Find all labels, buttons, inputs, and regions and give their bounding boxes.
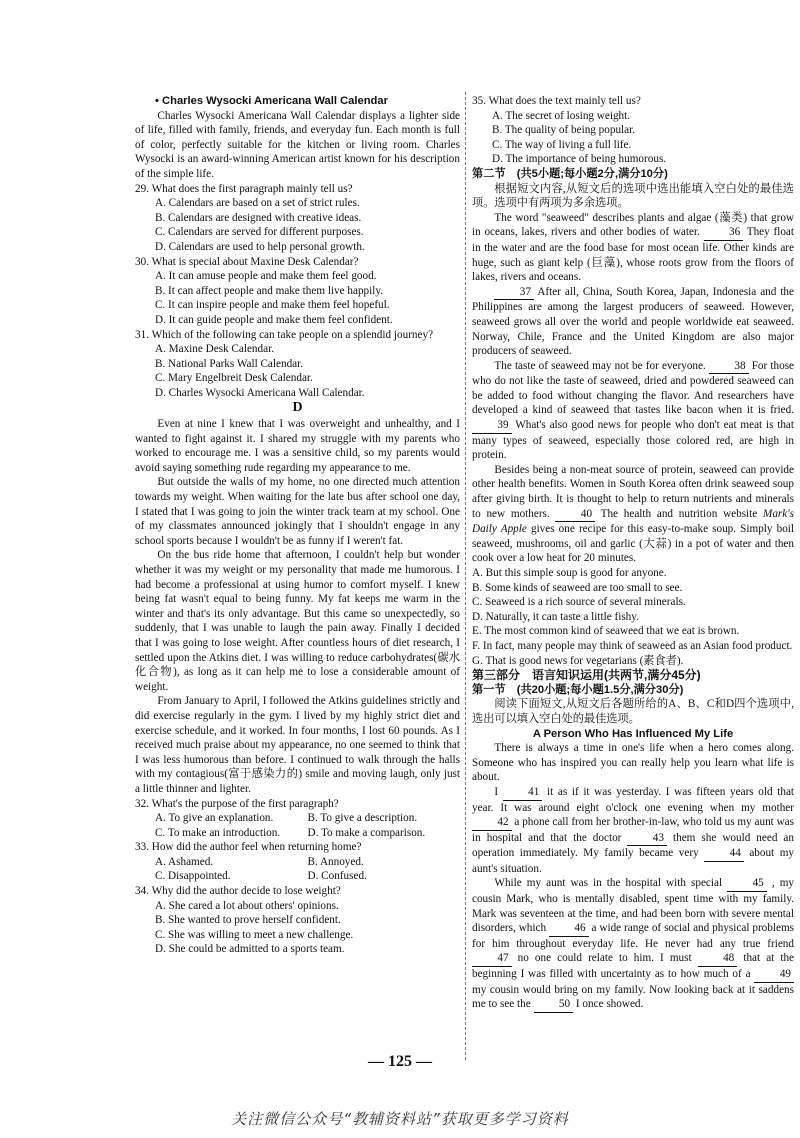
section1-instructions: 阅读下面短文,从短文后各题所给的A、B、C和D四个选项中,选出可以填入空白处的最佳选项。: [472, 698, 794, 725]
website-name: Mark's Daily Apple: [472, 507, 794, 536]
passage-paragraph: Even at nine I knew that I was overweight and unhealthy, and I wanted to fight against it. I shared my struggle with my parents who worked to encourage me. I was a sensitive child, so my parents would avoid saying something rude regarding my appearance to me.: [135, 418, 460, 474]
footer-note: 关注微信公众号“教辅资料站”获取更多学习资料: [231, 1110, 569, 1128]
blank-45[interactable]: 45: [727, 876, 767, 892]
seaweed-paragraph: [472, 285, 794, 359]
q34-stem: 34. Why did the author decide to lose weight?: [135, 885, 341, 898]
blank-48[interactable]: 48: [698, 951, 738, 967]
left-column: [135, 94, 460, 957]
seaweed-text: The health and nutrition website: [600, 507, 758, 520]
seaweed-paragraph: [472, 463, 794, 566]
choice-option: E. The most common kind of seaweed that we eat is brown.: [472, 625, 740, 638]
q35-option: C. The way of living a full life.: [492, 138, 632, 151]
cloze-paragraph: [472, 785, 794, 877]
q33-option: C. Disappointed.: [155, 870, 231, 883]
blank-36[interactable]: 36: [704, 225, 744, 241]
seaweed-text: The word "seaweed" describes plants and algae (藻类) that grow in oceans, lakes, rivers and other bodies of water.: [472, 211, 794, 239]
cloze-paragraph: There is always a time in one's life when a hero comes along. Someone who has inspired you can really help you learn what life is about.: [472, 742, 794, 784]
q30-option: D. It can guide people and make them feel confident.: [155, 313, 393, 326]
cloze-text: a wide range of social and physical problems for him throughout everyday life. He never had any true friend: [472, 922, 794, 950]
q29-stem: 29. What does the first paragraph mainly tell us?: [135, 182, 353, 195]
q30-option: C. It can inspire people and make them feel hopeful.: [155, 299, 390, 312]
blank-44[interactable]: 44: [704, 846, 744, 862]
blank-38[interactable]: 38: [709, 359, 749, 375]
q31-option: B. National Parks Wall Calendar.: [155, 357, 304, 370]
q29-option: C. Calendars are served for different purposes.: [155, 226, 364, 239]
q32-option: B. To give a description.: [307, 812, 418, 825]
section2-heading: 第二节 (共5小题;每小题2分,满分10分): [472, 167, 668, 180]
cloze-title: A Person Who Has Influenced My Life: [532, 727, 734, 740]
ad-text: Charles Wysocki Americana Wall Calendar displays a lighter side of life, filled with family, friends, and everyday fun. Each month is full of color, perfectly suitable for the kitchen or living room. Charles Wysocki is an award-winning American artist known for his description of the simple life.: [135, 109, 460, 180]
cloze-text: While my aunt was in the hospital with special: [494, 877, 723, 890]
cloze-text: I: [494, 785, 499, 798]
seaweed-paragraph: [472, 211, 794, 285]
cloze-text: that at the beginning I was filled with uncertainty as to how much of a: [472, 952, 795, 981]
seaweed-text: gives one recipe for this easy-to-make soup. Simply boil seaweed, mushrooms, oil and garlic (大蒜) in a pot of water and then cook over a low heat for 20 minutes.: [472, 523, 795, 565]
q34-option: B. She wanted to prove herself confident.: [155, 914, 341, 927]
page-number: — 125 —: [368, 1053, 432, 1070]
section1-heading: 第一节 (共20小题;每小题1.5分,满分30分): [472, 683, 684, 696]
seaweed-text: For those who do not like the taste of seaweed, dried and powdered seaweed can be added to food without changing the flavor. And researchers have developed a kind of seaweed that tastes like bacon when it is fried.: [472, 359, 795, 417]
blank-37[interactable]: 37: [494, 285, 534, 301]
blank-43[interactable]: 43: [627, 831, 667, 847]
q35-option: B. The quality of being popular.: [492, 124, 636, 137]
seaweed-text: What's also good news for people who don't eat meat is that many types of seaweed, especially those colored red, are high in protein.: [472, 419, 794, 462]
q35-option: A. The secret of losing weight.: [492, 109, 631, 122]
cloze-text: about my aunt's situation.: [472, 847, 794, 875]
ad-title: • Charles Wysocki Americana Wall Calendar: [155, 95, 388, 107]
q32-options-row: [135, 811, 460, 826]
q31-option: A. Maxine Desk Calendar.: [155, 343, 274, 356]
q35-stem: 35. What does the text mainly tell us?: [472, 95, 641, 107]
q34-option: D. She could be admitted to a sports team.: [155, 943, 345, 956]
blank-47[interactable]: 47: [472, 951, 512, 967]
choice-option: C. Seaweed is a rich source of several minerals.: [472, 596, 686, 609]
cloze-paragraph: [472, 876, 794, 1012]
blank-50[interactable]: 50: [534, 997, 574, 1013]
blank-41[interactable]: 41: [503, 785, 543, 801]
section-d-heading: D: [292, 400, 303, 416]
q32-option: C. To make an introduction.: [155, 826, 281, 839]
cloze-text: my cousin would bring on my family. Now looking back at it saddens me to see the: [472, 983, 794, 1011]
passage-paragraph: From January to April, I followed the Atkins guidelines strictly and did exercise regularly in the gym. I lived by my highly strict diet and exercise schedule, and it worked. In four months, I lost 60 pounds. As I received much praise about my appearance, no one seemed to think that I was less humorous than before. I continued to walk through the halls with my contagious(富于感染力的) smile and moving laugh, only just a little thinner and lighter.: [135, 695, 460, 795]
passage-paragraph: On the bus ride home that afternoon, I couldn't help but wonder whether it was my weight or my personality that made me humorous. I had become a professional at using humor to comfort myself. I knew being fat wasn't equal to being funny. My fat keeps me warm in the winter and that's its only advantage. But this came so unexpectedly, so suddenly, that I was unable to laugh the pain away. Finally I decided that I was going to lose weight. After countless hours of diet research, I settled upon the Atkins diet. I was willing to reduce carbohydrates(碳水化合物), as long as it can help me to lose a considerable amount of weight.: [135, 549, 460, 693]
q30-option: B. It can affect people and make them live happily.: [155, 284, 384, 297]
blank-49[interactable]: 49: [754, 967, 794, 983]
cloze-text: , my cousin Mark, who is mentally disabled, spent time with my family. Mark was seventeen at the time, and had been born with severe mental disorders, which: [472, 877, 795, 935]
column-divider: [465, 92, 466, 1060]
q33-options-row: [135, 869, 460, 884]
choice-option: G. That is good news for vegetarians (素食者).: [472, 654, 684, 667]
q33-options-row: [135, 855, 460, 870]
cloze-text: no one could relate to him. I must: [517, 952, 692, 965]
q32-stem: 32. What's the purpose of the first paragraph?: [135, 797, 339, 810]
q31-option: C. Mary Engelbreit Desk Calendar.: [155, 372, 313, 385]
blank-39[interactable]: 39: [472, 418, 512, 434]
cloze-text: them she would need an operation immediately. My family became very: [472, 831, 794, 860]
choice-option: A. But this simple soup is good for anyone.: [472, 567, 667, 579]
right-column: [472, 94, 794, 1013]
q31-stem: 31. Which of the following can take people on a splendid journey?: [135, 328, 434, 341]
cloze-text: a phone call from her brother-in-law, who told us my aunt was in hospital and that the doctor: [472, 816, 794, 844]
q31-option: D. Charles Wysocki Americana Wall Calendar.: [155, 386, 365, 399]
seaweed-paragraph: [472, 359, 794, 463]
blank-46[interactable]: 46: [549, 921, 589, 937]
q29-option: D. Calendars are used to help personal growth.: [155, 240, 365, 253]
passage-paragraph: But outside the walls of my home, no one directed much attention towards my weight. When waiting for the late bus after school one day, I stated that I was going to join the winter track team at my school. One of my classmates announced jokingly that I shouldn't engage in any school sports because I wouldn't be as funny if I weren't fat.: [135, 476, 460, 547]
q33-option: D. Confused.: [307, 870, 367, 883]
q30-option: A. It can amuse people and make them feel good.: [155, 270, 377, 283]
seaweed-text: Besides being a non-meat source of protein, seaweed can provide other health benefits. Women in South Korea often drink seaweed soup after giving birth. It is thought to help to return nutrients and minerals to new mothers.: [472, 463, 794, 520]
blank-40[interactable]: 40: [555, 507, 595, 523]
choice-option: B. Some kinds of seaweed are too small to see.: [472, 581, 683, 594]
q33-option: A. Ashamed.: [155, 855, 214, 868]
section2-instructions: 根据短文内容,从短文后的选项中选出能填入空白处的最佳选项。选项中有两项为多余选项。: [472, 182, 794, 210]
choice-option: D. Naturally, it can taste a little fishy.: [472, 610, 639, 623]
q33-option: B. Annoyed.: [307, 855, 364, 868]
cloze-text: it as if it was yesterday. I was fifteen years old that year. It was around eight o'clock one evening when my mother: [472, 785, 795, 814]
seaweed-text: After all, China, South Korea, Japan, Indonesia and the Philippines are among the largest producers of seaweed. However, seaweed grows all over the world and people worldwide eat seaweed. Norway, Chile, France and the United Kingdom are also major producers of seaweed.: [472, 285, 794, 358]
q32-options-row: [135, 826, 460, 841]
seaweed-text: The taste of seaweed may not be for everyone.: [494, 359, 706, 372]
choice-option: F. In fact, many people may think of seaweed as an Asian food product.: [472, 639, 793, 652]
seaweed-text: They float in the water and are the food base for most ocean life. Other kinds are huge, such as giant kelp (巨藻), whose roots grow from the floors of lakes, rivers and oceans.: [472, 226, 794, 284]
q32-option: D. To make a comparison.: [307, 826, 426, 839]
part3-heading: 第三部分 语言知识运用(共两节,满分45分): [472, 668, 701, 683]
blank-42[interactable]: 42: [472, 815, 512, 831]
q29-option: A. Calendars are based on a set of strict rules.: [155, 197, 360, 210]
q32-option: A. To give an explanation.: [155, 812, 274, 825]
q33-stem: 33. How did the author feel when returning home?: [135, 841, 362, 854]
q35-option: D. The importance of being humorous.: [492, 153, 667, 166]
q34-option: C. She was willing to meet a new challenge.: [155, 928, 354, 941]
q34-option: A. She cared a lot about others' opinions.: [155, 899, 339, 912]
q29-option: B. Calendars are designed with creative ideas.: [155, 211, 362, 224]
q30-stem: 30. What is special about Maxine Desk Calendar?: [135, 255, 359, 268]
cloze-text: I once showed.: [575, 998, 644, 1011]
